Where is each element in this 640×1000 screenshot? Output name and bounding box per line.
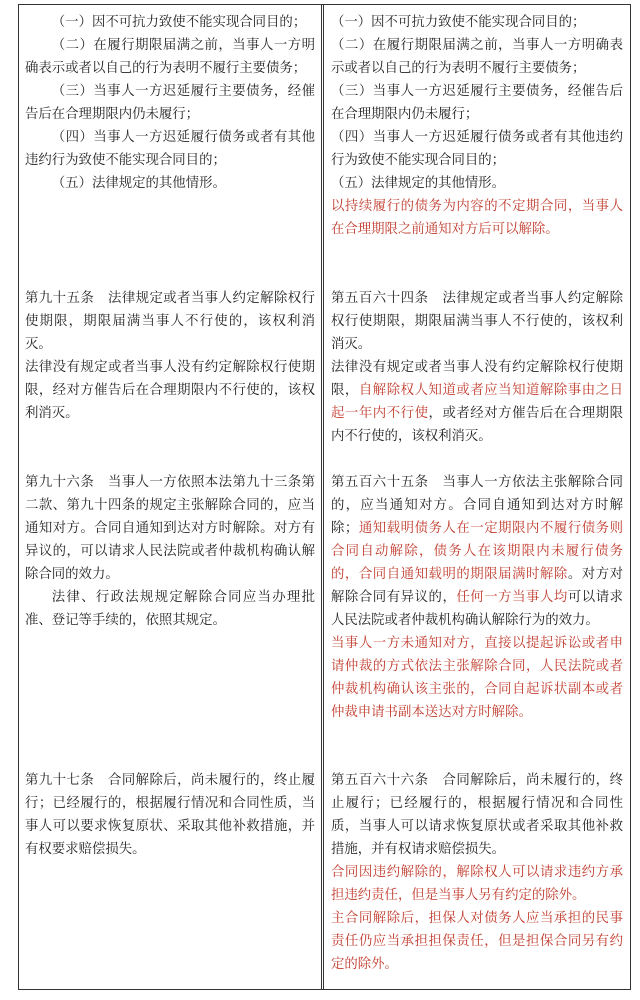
old-law-column bbox=[25, 5, 315, 989]
new-r1-item-5: （五）法律规定的其他情形。 bbox=[331, 176, 506, 191]
new-row-1 bbox=[331, 11, 623, 241]
new-article-566-p3 bbox=[331, 907, 623, 976]
old-article-96-p1: 第九十六条 当事人一方依照本法第九十三条第二款、第九十四条的规定主张解除合同的，应当通知对方。合同自通知到达对方时解除。对方有异议的，可以请求人民法院或者仲裁机构确认解除合同的效力。 bbox=[25, 475, 315, 582]
new-article-564-p1 bbox=[331, 287, 623, 356]
civil-code-column bbox=[331, 5, 623, 989]
old-r1-item-1: （一）因不可抗力致使不能实现合同目的； bbox=[51, 15, 307, 30]
new-564-p2-seg-1: 法律没有规定或者当事人没有约定解除权行使期限， bbox=[331, 360, 623, 398]
new-566-p3-seg-1-added: 主合同解除后，担保人对债务人应当承担的民事责任仍应当承担担保责任，但是担保合同另有约定的除外。 bbox=[331, 911, 623, 972]
new-564-p2-seg-3: ，或者经对方催告后在合理期限内不行使的，该权利消灭。 bbox=[331, 406, 624, 444]
new-article-564-p2 bbox=[331, 356, 623, 448]
old-article-97-p1: 第九十七条 合同解除后，尚未履行的，终止履行；已经履行的，根据履行情况和合同性质，当事人可以要求恢复原状、采取其他补救措施，并有权要求赔偿损失。 bbox=[25, 773, 315, 857]
new-565-p2-seg-1-added: 当事人一方未通知对方，直接以提起诉讼或者申请仲裁的方式依法主张解除合同，人民法院或者仲裁机构确认该主张的，合同自起诉状副本或者仲裁申请书副本送达对方时解除。 bbox=[331, 636, 623, 720]
new-565-p1-seg-5: 可以请求人民法院或者仲裁机构确认解除行为的效力。 bbox=[331, 590, 624, 628]
column-divider bbox=[321, 5, 322, 989]
old-row-4 bbox=[25, 769, 315, 861]
new-row-4 bbox=[331, 769, 623, 976]
new-r1-item-3: （三）当事人一方迟延履行主要债务，经催告后在合理期限内仍未履行； bbox=[331, 84, 623, 122]
old-r1-item-3: （三）当事人一方迟延履行主要债务，经催告后在合理期限内仍未履行； bbox=[25, 84, 315, 122]
old-article-96-p2: 法律、行政法规规定解除合同应当办理批准、登记等手续的，依照其规定。 bbox=[25, 590, 315, 628]
new-article-566-p2 bbox=[331, 861, 623, 907]
new-r1-item-4: （四）当事人一方迟延履行债务或者有其他违约行为致使不能实现合同目的； bbox=[331, 130, 623, 168]
old-row-2 bbox=[25, 287, 315, 425]
old-article-95-p1: 第九十五条 法律规定或者当事人约定解除权行使期限，期限届满当事人不行使的，该权利消灭。 bbox=[25, 291, 315, 352]
new-row-3 bbox=[331, 471, 623, 724]
new-article-565-p2 bbox=[331, 632, 623, 724]
old-r1-item-4: （四）当事人一方迟延履行债务或者有其他违约行为致使不能实现合同目的； bbox=[25, 130, 315, 168]
old-article-95-p2: 法律没有规定或者当事人没有约定解除权行使期限，经对方催告后在合理期限内不行使的，该权利消灭。 bbox=[25, 360, 315, 421]
new-565-p1-seg-3: 。对方对解除合同有异议的， bbox=[331, 567, 624, 605]
new-r1-item-2: （二）在履行期限届满之前，当事人一方明确表示或者以自己的行为表明不履行主要债务； bbox=[331, 38, 623, 76]
old-row-1 bbox=[25, 11, 315, 195]
new-565-p1-seg-4-added: 任何一方当事人均 bbox=[456, 590, 568, 605]
comparison-table bbox=[18, 4, 631, 990]
new-article-566-p1 bbox=[331, 769, 623, 861]
new-566-p2-seg-1-added: 合同因违约解除的，解除权人可以请求违约方承担违约责任，但是当事人另有约定的除外。 bbox=[331, 865, 623, 903]
new-r1-added-clause: 以持续履行的债务为内容的不定期合同，当事人在合理期限之前通知对方后可以解除。 bbox=[331, 199, 623, 237]
new-article-565-p1 bbox=[331, 471, 623, 632]
new-r1-item-1: （一）因不可抗力致使不能实现合同目的； bbox=[331, 15, 586, 30]
old-r1-item-2: （二）在履行期限届满之前，当事人一方明确表示或者以自己的行为表明不履行主要债务； bbox=[25, 38, 315, 76]
new-564-p1-seg-1: 第五百六十四条 法律规定或者当事人约定解除权行使期限，期限届满当事人不行使的，该权利消灭。 bbox=[331, 291, 623, 352]
new-565-p1-seg-2-added: 通知载明债务人在一定期限内不履行债务则合同自动解除，债务人在该期限内未履行债务的，合同自通知载明的期限届满时解除 bbox=[331, 521, 624, 582]
column-divider-inner bbox=[323, 5, 324, 989]
old-row-3 bbox=[25, 471, 315, 632]
new-565-p1-seg-1: 第五百六十五条 当事人一方依法主张解除合同的，应当通知对方。合同自通知到达对方时解除； bbox=[331, 475, 623, 536]
old-r1-item-5: （五）法律规定的其他情形。 bbox=[51, 176, 226, 191]
new-row-2 bbox=[331, 287, 623, 448]
new-564-p2-seg-2-added: 自解除权人知道或者应当知道解除事由之日起一年内不行使 bbox=[331, 383, 624, 421]
new-566-p1-seg-1: 第五百六十六条 合同解除后，尚未履行的，终止履行；已经履行的，根据履行情况和合同性质，当事人可以请求恢复原状或者采取其他补救措施，并有权请求赔偿损失。 bbox=[331, 773, 623, 857]
